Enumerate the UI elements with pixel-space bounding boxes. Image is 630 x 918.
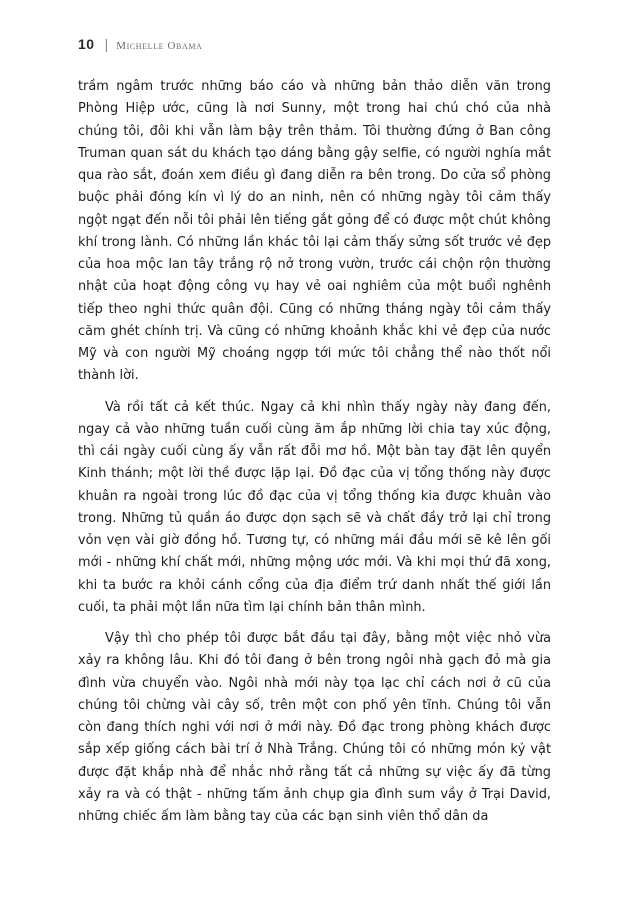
- body-text: [78, 76, 551, 828]
- page-number: 10: [78, 36, 95, 52]
- paragraph-3: Vậy thì cho phép tôi được bắt đầu tại đây, bằng một việc nhỏ vừa xảy ra không lâu. Khi đó tôi đang ở bên trong ngôi nhà gạch đỏ mà gia đình vừa chuyển vào. Ngôi nhà mới này tọa lạc chỉ cách nơi ở cũ của chúng tôi chừng vài cây số, trên một con phố yên tĩnh. Chúng tôi vẫn còn đang thích nghi với nơi ở mới này. Đồ đạc trong phòng khách được sắp xếp giống cách bài trí ở Nhà Trắng. Chúng tôi có những món kỷ vật được đặt khắp nhà để nhắc nhở rằng tất cả những sự việc ấy đã từng xảy ra và có thật - những tấm ảnh chụp gia đình sum vầy ở Trại David, những chiếc ấm làm bằng tay của các bạn sinh viên thổ dân da: [78, 631, 551, 824]
- paragraph-2: Và rồi tất cả kết thúc. Ngay cả khi nhìn thấy ngày này đang đến, ngay cả vào những tuần cuối cùng ăm ắp những lời chia tay xúc động, thì cái ngày cuối cùng ấy vẫn rất đỗi mơ hồ. Một bàn tay đặt lên quyển Kinh thánh; một lời thề được lặp lại. Đồ đạc của vị tổng thống này được khuân ra ngoài trong lúc đồ đạc của vị tổng thống kia được khuân vào trong. Những tủ quần áo được dọn sạch sẽ và chất đầy trở lại chỉ trong vỏn vẹn vài giờ đồng hồ. Tương tự, có những mái đầu mới sẽ kê lên gối mới - những khí chất mới, những mộng ước mới. Và khi mọi thứ đã xong, khi ta bước ra khỏi cánh cổng của địa điểm trứ danh nhất thế giới lần cuối, ta phải một lần nữa tìm lại chính bản thân mình.: [78, 399, 551, 615]
- running-head: [78, 36, 202, 54]
- author-name: Michelle Obama: [116, 40, 203, 52]
- paragraph-1: trầm ngâm trước những báo cáo và những bản thảo diễn văn trong Phòng Hiệp ước, cũng là nơi Sunny, một trong hai chú chó của nhà chúng tôi, đôi khi vẫn làm bậy trên thảm. Tôi thường đứng ở Ban công Truman quan sát du khách tạo dáng bằng gậy selfie, có người nghía mắt qua rào sắt, đoán xem điều gì đang diễn ra bên trong. Do cửa sổ phòng buộc phải đóng kín vì lý do an ninh, nên có những ngày tôi cảm thấy ngột ngạt đến nỗi tôi phải lên tiếng gắt gỏng để có được một chút không khí trong lành. Có những lần khác tôi lại cảm thấy sửng sốt trước vẻ đẹp của hoa mộc lan tây trắng rộ nở trong vườn, trước cái chộn rộn thường nhật của hoạt động công vụ hay vẻ oai nghiêm của một buổi nghênh tiếp theo nghi thức quân đội. Cũng có những tháng ngày tôi cảm thấy căm ghét chính trị. Và cũng có những khoảnh khắc khi vẻ đẹp của nước Mỹ và con người Mỹ choáng ngợp tới mức tôi chẳng thể nào thốt nổi thành lời.: [78, 79, 551, 384]
- header-separator: |: [104, 36, 109, 52]
